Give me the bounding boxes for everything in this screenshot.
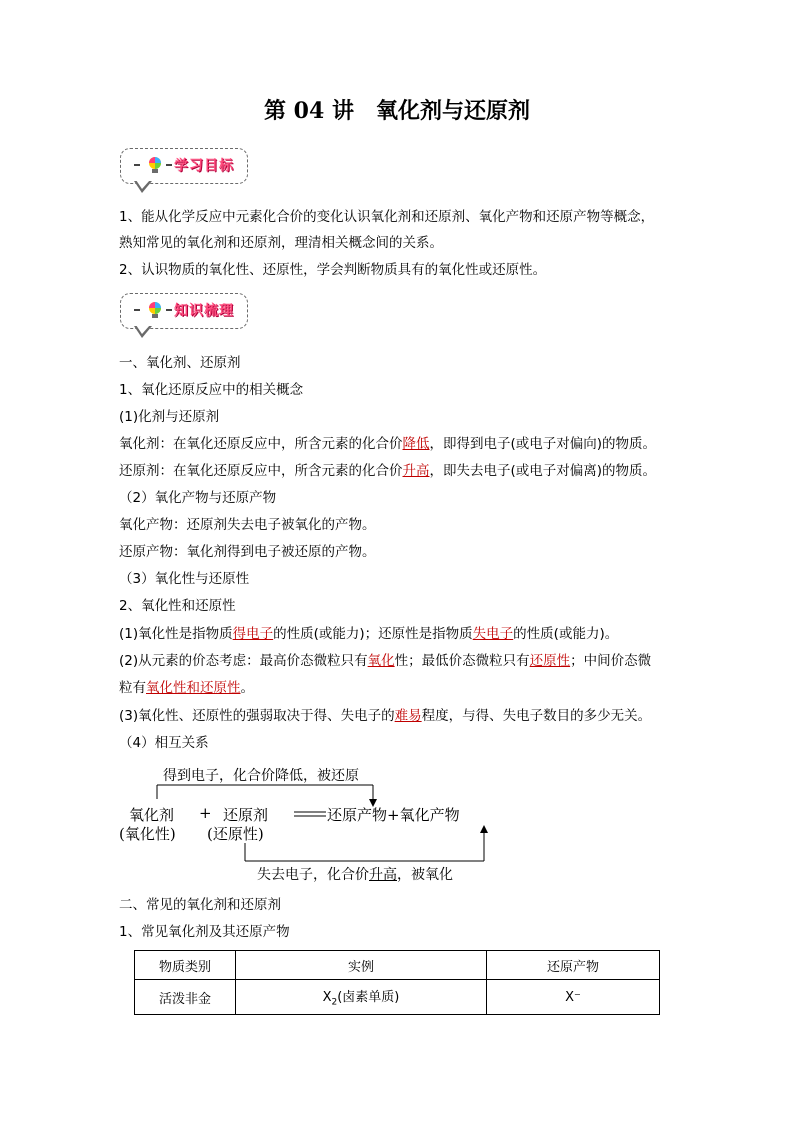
paragraph: (3)氧化性、还原性的强弱取决于得、失电子的难易程度，与得、失电子数目的多少无关。 [119, 708, 652, 724]
table-header: 实例 [236, 951, 487, 980]
goals-label: 学习目标 [174, 158, 234, 174]
subsection-heading: 1、氧化还原反应中的相关概念 [119, 382, 304, 398]
paragraph: (1)氧化性是指物质得电子的性质(或能力)；还原性是指物质失电子的性质(或能力)。 [119, 626, 619, 642]
gain-electrons-label: 得到电子，化合价降低，被还原 [163, 768, 359, 784]
paragraph: 粒有氧化性和还原性。 [119, 680, 254, 696]
paragraph: (1)化剂与还原剂 [119, 409, 220, 425]
reductant-term: 还原剂 [223, 806, 269, 824]
goals-badge [120, 144, 248, 194]
plus-sign: + [199, 804, 212, 822]
goal-line: 2、认识物质的氧化性、还原性，学会判断物质具有的氧化性或还原性。 [119, 262, 547, 278]
reducing-property: (还原性) [207, 825, 264, 843]
relationship-diagram [119, 755, 539, 890]
lightbulb-icon [146, 156, 164, 174]
section-heading: 二、常见的氧化剂和还原剂 [119, 897, 281, 913]
section-heading: 一、氧化剂、还原剂 [119, 355, 241, 371]
table-row [135, 980, 660, 1015]
lesson-topic: 氧化剂与还原剂 [375, 98, 530, 124]
table-cell: X⁻ [487, 980, 660, 1015]
oxidant-term: 氧化剂 [129, 806, 175, 824]
lesson-number: 第 04 讲 [264, 98, 354, 124]
knowledge-label: 知识梳理 [174, 303, 234, 319]
paragraph: (2)从元素的价态考虑：最高价态微粒只有氧化性；最低价态微粒只有还原性；中间价态微 [119, 653, 652, 669]
goal-line: 熟知常见的氧化剂和还原剂，理清相关概念间的关系。 [119, 235, 443, 251]
subsection-heading: 2、氧化性和还原性 [119, 598, 236, 614]
knowledge-badge [120, 289, 248, 339]
goal-line: 1、能从化学反应中元素化合价的变化认识氧化剂和还原剂、氧化产物和还原产物等概念， [119, 209, 655, 225]
products-term: 还原产物+氧化产物 [327, 806, 460, 824]
subsection-heading: 1、常见氧化剂及其还原产物 [119, 924, 290, 940]
paragraph: （2）氧化产物与还原产物 [119, 490, 277, 506]
table-header: 物质类别 [135, 951, 236, 980]
oxidant-definition: 氧化剂：在氧化还原反应中，所含元素的化合价降低，即得到电子(或电子对偏向)的物质。 [119, 436, 657, 452]
lightbulb-icon [146, 301, 164, 319]
page-title [0, 94, 794, 125]
table-header: 还原产物 [487, 951, 660, 980]
reductant-definition: 还原剂：在氧化还原反应中，所含元素的化合价升高，即失去电子(或电子对偏离)的物质。 [119, 463, 657, 479]
table-cell: 活泼非金 [135, 980, 236, 1015]
paragraph: （4）相互关系 [119, 735, 209, 751]
paragraph: （3）氧化性与还原性 [119, 571, 250, 587]
table-header-row [135, 951, 660, 980]
table-cell: $X_2$(卤素单质) [236, 980, 487, 1015]
lose-electrons-label: 失去电子，化合价升高，被氧化 [257, 867, 453, 883]
oxidant-table [134, 950, 660, 1015]
paragraph: 还原产物：氧化剂得到电子被还原的产物。 [119, 544, 376, 560]
oxidizing-property: (氧化性) [119, 825, 176, 843]
paragraph: 氧化产物：还原剂失去电子被氧化的产物。 [119, 517, 376, 533]
